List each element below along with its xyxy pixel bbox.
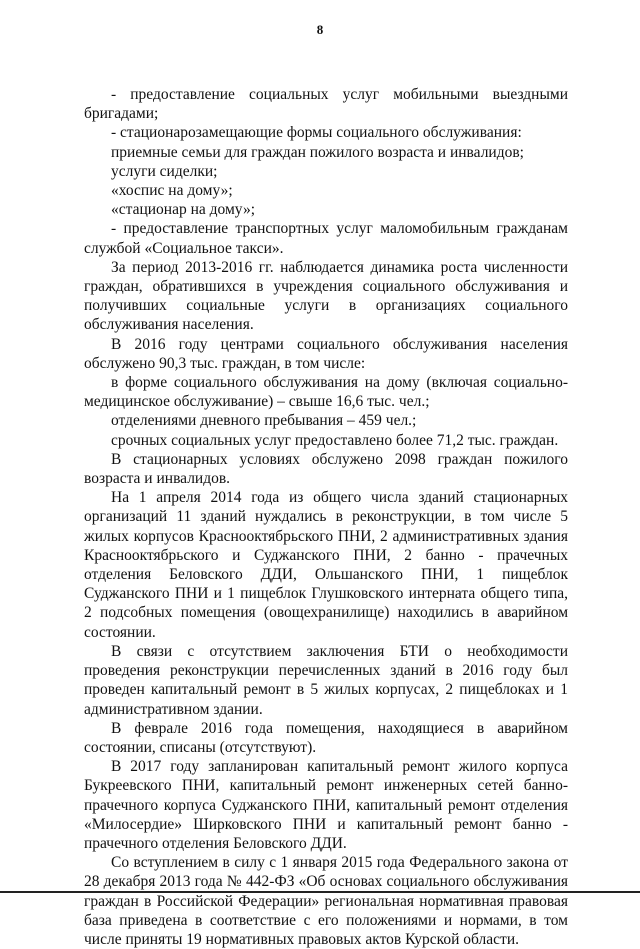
paragraph-foster-families: приемные семьи для граждан пожилого возраста и инвалидов; [111, 143, 524, 161]
paragraph-home-service: в форме социального обслуживания на дому (включая социально-медицинское обслуживание) – свыше 16,6 тыс. чел.; [84, 374, 568, 411]
paragraph-buildings-reconstruction: На 1 апреля 2014 года из общего числа зданий стационарных организаций 11 зданий нуждались в реконструкции, в том числе 5 жилых корпусов Краснооктябрьского ПНИ, 2 административных здания Краснооктябрьского и Суджанского ПНИ, 2 банно - прачечных отделения Беловского ДДИ, Ольшанского ПНИ, 1 пищеблок Суджанского ПНИ и 1 пищеблок Глушковского интерната общего типа, 2 подсобных помещения (овощехранилище) находились в аварийном состоянии. [84, 489, 568, 641]
paragraph-hospice-at-home: «хоспис на дому»; [111, 182, 233, 200]
paragraph-bti-repairs: В связи с отсутствием заключения БТИ о необходимости проведения реконструкции перечисленных зданий в 2016 году был проведен капитальный ремонт в 5 жилых корпусах, 2 пищеблоках и 1 административном здании. [84, 642, 568, 718]
paragraph-inpatient-at-home: «стационар на дому»; [111, 201, 256, 219]
paragraph-growth-dynamics: За период 2013-2016 гг. наблюдается динамика роста численности граждан, обратившихся в учреждения социального обслуживания и получивших социальные услуги в организациях социального обслуживания населения. [84, 258, 568, 334]
paragraph-inpatient-served: В стационарных условиях обслужено 2098 граждан пожилого возраста и инвалидов. [84, 450, 568, 488]
paragraph-mobile-brigades: - предоставление социальных услуг мобильными выездными бригадами; [84, 86, 568, 123]
paragraph-social-taxi: - предоставление транспортных услуг маломобильным гражданам службой «Социальное такси». [84, 220, 568, 257]
paragraph-february-2016: В феврале 2016 года помещения, находящиеся в аварийном состоянии, списаны (отсутствуют). [84, 719, 568, 756]
page-number: 8 [316, 22, 324, 37]
paragraph-day-care: отделениями дневного пребывания – 459 чел.; [111, 412, 417, 430]
footer-divider [0, 891, 640, 893]
paragraph-2016-served: В 2016 году центрами социального обслуживания населения обслужено 90,3 тыс. граждан, в том числе: [84, 335, 568, 372]
document-body [84, 85, 568, 949]
paragraph-nurse-services: услуги сиделки; [111, 162, 218, 180]
paragraph-federal-law: Со вступлением в силу с 1 января 2015 года Федерального закона от 28 декабря 2013 года № 442-ФЗ «Об основах социального обслуживания граждан в Российской Федерации» региональная нормативная правовая база приведена в соответствие с его положениями и нормами, в том числе приняты 19 нормативных правовых актов Курской области. [84, 854, 568, 948]
paragraph-inpatient-substitute-forms: - стационарозамещающие формы социального обслуживания: [111, 124, 522, 142]
paragraph-2017-plans: В 2017 году запланирован капитальный ремонт жилого корпуса Букреевского ПНИ, капитальный ремонт инженерных сетей банно-прачечного корпуса Суджанского ПНИ, капитальный ремонт отделения «Милосердие» Ширковского ПНИ и капитальный ремонт банно - прачечного отделения Беловского ДДИ. [84, 758, 568, 852]
paragraph-urgent-services: срочных социальных услуг предоставлено более 71,2 тыс. граждан. [111, 431, 559, 449]
